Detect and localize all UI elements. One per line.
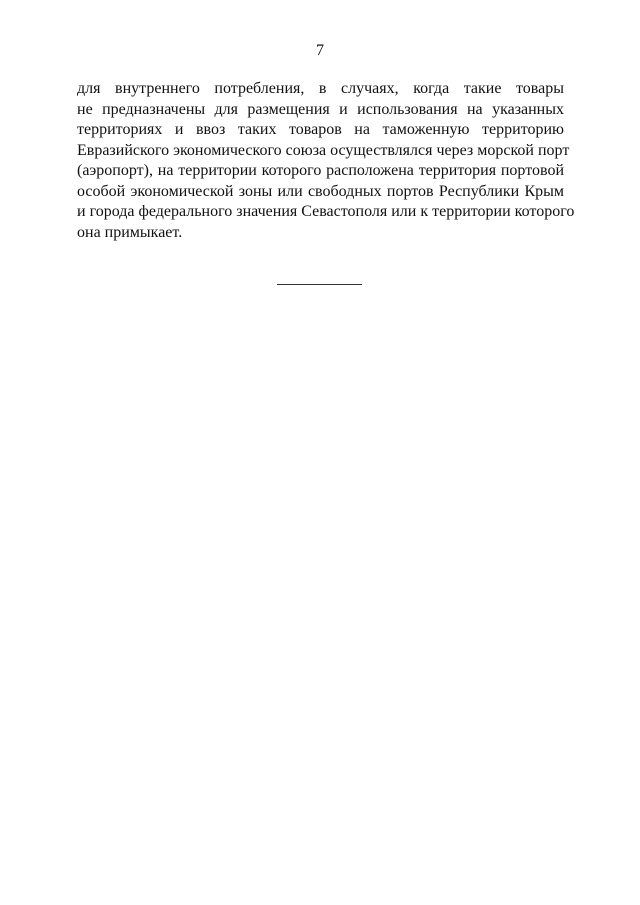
paragraph-line: (аэропорт), на территории которого расположена территория портовой [77,162,564,179]
page-number: 7 [316,42,324,59]
paragraph-line: для внутреннего потребления, в случаях, когда такие товары [77,80,564,97]
body-paragraph [77,79,575,243]
paragraph-line: и города федерального значения Севастополя или к территории которого [77,203,575,220]
paragraph-line: Евразийского экономического союза осуществлялся через морской порт [77,141,570,159]
paragraph-line: особой экономической зоны или свободных портов Республики Крым [77,182,564,200]
end-of-document-rule [277,284,362,285]
paragraph-line: не предназначены для размещения и использования на указанных [77,100,564,118]
paragraph-line: территориях и ввоз таких товаров на таможенную территорию [77,121,564,138]
paragraph-line: она примыкает. [77,223,183,241]
